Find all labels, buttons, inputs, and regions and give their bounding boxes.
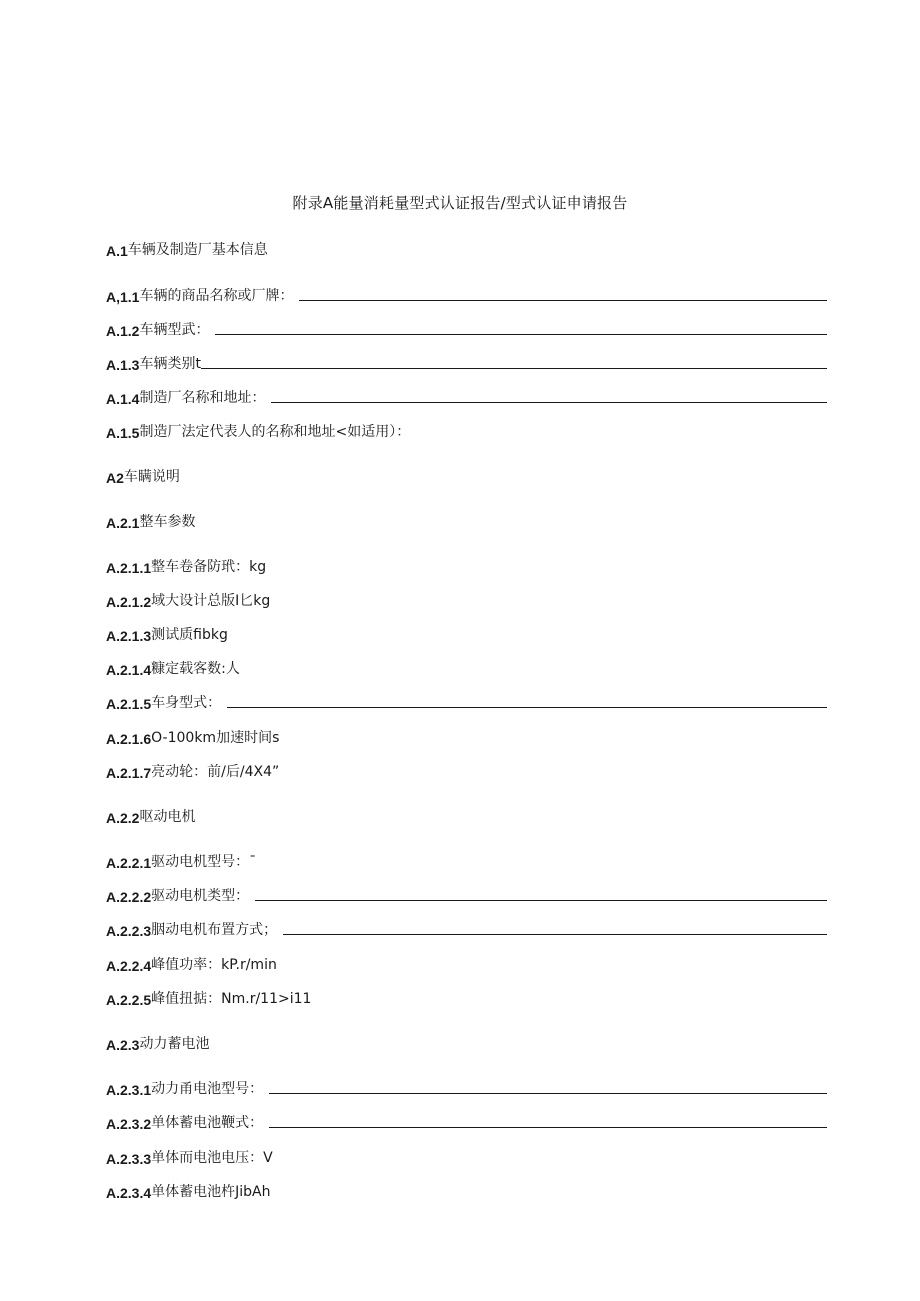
item-label: 单体蓄电池杵JibAh xyxy=(151,1184,271,1200)
form-field-row xyxy=(106,883,827,905)
item-label: 车辆的商品名称或厂牌： xyxy=(139,288,294,304)
item-label: 亮动轮：前/后/4X4” xyxy=(151,764,280,780)
item-number: A.2.2.1 xyxy=(106,855,152,871)
item-number: A.2.3.2 xyxy=(106,1116,152,1132)
item-number: A.2.1.3 xyxy=(106,628,152,644)
item-label: 整车卷备防玳：kg xyxy=(151,559,267,575)
item-number: A.2.3 xyxy=(106,1037,140,1053)
fill-in-blank[interactable] xyxy=(283,934,827,935)
item-number: A.2.1.5 xyxy=(106,696,152,712)
item-number: A,1.1 xyxy=(106,289,140,305)
item-number: A.2.3.3 xyxy=(106,1151,152,1167)
item-number: A.1.2 xyxy=(106,323,140,339)
fill-in-blank[interactable] xyxy=(271,402,827,403)
form-field-row xyxy=(106,986,827,1008)
item-label: 驱动电机型号：¯ xyxy=(151,854,257,870)
form-field-row xyxy=(106,725,827,747)
item-label: 单体蓄电池鞭式： xyxy=(151,1115,264,1131)
item-number: A.2.1.2 xyxy=(106,594,152,610)
form-field-row xyxy=(106,554,827,576)
item-number: A.2.2 xyxy=(106,810,140,826)
item-label: 车辆及制造厂基本信息 xyxy=(127,242,268,258)
form-field-row xyxy=(106,588,827,610)
item-number: A.1.5 xyxy=(106,425,140,441)
item-number: A.1 xyxy=(106,243,128,259)
form-field-row xyxy=(106,622,827,644)
form-field-row xyxy=(106,317,827,339)
form-field-row xyxy=(106,656,827,678)
form-field-row xyxy=(106,690,827,712)
section-heading xyxy=(106,237,827,259)
form-field-row xyxy=(106,1110,827,1132)
item-number: A2 xyxy=(106,470,124,486)
item-label: 糠定载客数:人 xyxy=(151,661,240,677)
item-number: A.2.3.4 xyxy=(106,1185,152,1201)
item-label: 整车参数 xyxy=(139,514,196,530)
document-title: 附录A能量消耗量型式认证报告/型式认证申请报告 xyxy=(292,194,628,212)
item-label: 驱动电机类型： xyxy=(151,888,250,904)
item-label: 动力甬电池型号： xyxy=(151,1081,264,1097)
form-field-row xyxy=(106,759,827,781)
item-number: A.2.1.1 xyxy=(106,560,152,576)
fill-in-blank[interactable] xyxy=(215,334,827,335)
item-number: A.2.1.6 xyxy=(106,731,152,747)
form-field-row xyxy=(106,1145,827,1167)
section-heading xyxy=(106,804,827,826)
item-number: A.1.3 xyxy=(106,357,140,373)
item-label: 测试质fibkg xyxy=(151,627,228,643)
form-field-row xyxy=(106,849,827,871)
item-label: 胭动电机布置方式； xyxy=(151,922,278,938)
section-heading xyxy=(106,1031,827,1053)
item-number: A.2.2.2 xyxy=(106,889,152,905)
fill-in-blank[interactable] xyxy=(269,1127,827,1128)
item-label: 峰值功率：kP.r/min xyxy=(151,957,277,973)
item-number: A.1.4 xyxy=(106,391,140,407)
item-label: O-100km加速时间s xyxy=(151,730,280,746)
form-field-row xyxy=(106,283,827,305)
item-label: 呕动电机 xyxy=(139,809,196,825)
item-label: 峰值扭掂：Nm.r/11>i11 xyxy=(151,991,312,1007)
fill-in-blank[interactable] xyxy=(227,707,827,708)
item-label: 制造厂名称和地址： xyxy=(139,390,266,406)
item-number: A.2.3.1 xyxy=(106,1082,152,1098)
fill-in-blank[interactable] xyxy=(255,900,827,901)
section-heading xyxy=(106,509,827,531)
item-number: A.2.2.4 xyxy=(106,958,152,974)
item-label: 车辆类别t xyxy=(139,356,201,372)
fill-in-blank[interactable] xyxy=(299,300,827,301)
item-number: A.2.1.7 xyxy=(106,765,152,781)
form-field-row xyxy=(106,419,827,441)
form-field-row xyxy=(106,952,827,974)
form-field-row xyxy=(106,1076,827,1098)
form-field-row xyxy=(106,917,827,939)
item-label: 车瞒说明 xyxy=(123,469,180,485)
item-label: 域大设计总版I匕kg xyxy=(151,593,271,609)
item-number: A.2.1 xyxy=(106,515,140,531)
item-label: 制造厂法定代表人的名称和地址<如适用）： xyxy=(139,424,411,440)
item-label: 车身型式： xyxy=(151,695,222,711)
item-number: A.2.2.3 xyxy=(106,923,152,939)
item-number: A.2.2.5 xyxy=(106,992,152,1008)
item-label: 单体而电池电压：V xyxy=(151,1150,273,1166)
form-field-row xyxy=(106,1179,827,1201)
form-field-row xyxy=(106,351,827,373)
item-label: 车辆型武： xyxy=(139,322,210,338)
fill-in-blank[interactable] xyxy=(269,1093,827,1094)
item-label: 动力蓄电池 xyxy=(139,1036,210,1052)
form-field-row xyxy=(106,385,827,407)
item-number: A.2.1.4 xyxy=(106,662,152,678)
section-heading xyxy=(106,464,827,486)
fill-in-blank[interactable] xyxy=(201,368,827,369)
